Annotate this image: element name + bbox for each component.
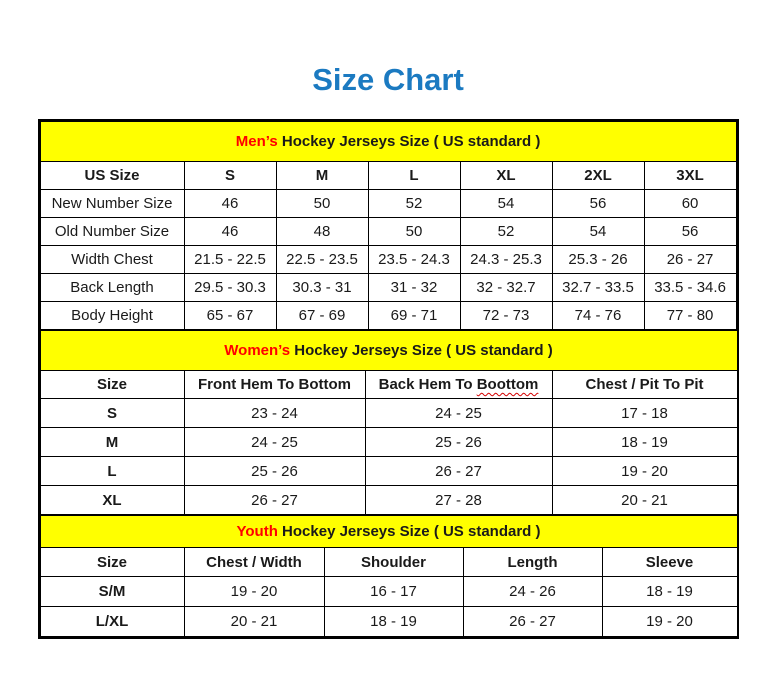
- table-row: [40, 607, 737, 637]
- value-cell: 24.3 - 25.3: [460, 246, 552, 274]
- value-cell: 72 - 73: [460, 302, 552, 330]
- size-chart-tables: [38, 119, 739, 639]
- misspelled-word: Boottom: [476, 376, 539, 393]
- value-cell: 31 - 32: [368, 274, 460, 302]
- value-cell: 56: [552, 190, 644, 218]
- value-cell: 26 - 27: [644, 246, 736, 274]
- value-cell: 24 - 26: [463, 577, 602, 607]
- row-label-cell: New Number Size: [40, 190, 184, 218]
- section-band-youth: [40, 516, 737, 548]
- value-cell: 23 - 24: [184, 399, 365, 428]
- header-cell: Front Hem To Bottom: [184, 371, 365, 399]
- value-cell: 67 - 69: [276, 302, 368, 330]
- value-cell: 65 - 67: [184, 302, 276, 330]
- value-cell: 23.5 - 24.3: [368, 246, 460, 274]
- header-cell: Shoulder: [324, 548, 463, 577]
- row-label-cell: L/XL: [40, 607, 184, 637]
- band-title-highlight: Youth: [236, 523, 278, 540]
- value-cell: 25 - 26: [184, 457, 365, 486]
- value-cell: 54: [460, 190, 552, 218]
- size-table-youth: [40, 515, 738, 637]
- value-cell: 52: [368, 190, 460, 218]
- table-row: [40, 190, 736, 218]
- value-cell: 29.5 - 30.3: [184, 274, 276, 302]
- header-cell: M: [276, 162, 368, 190]
- row-label-cell: Back Length: [40, 274, 184, 302]
- row-label-cell: Body Height: [40, 302, 184, 330]
- header-cell: Back Hem To Boottom: [365, 371, 552, 399]
- table-row: [40, 302, 736, 330]
- value-cell: 25.3 - 26: [552, 246, 644, 274]
- band-title-rest: Hockey Jerseys Size ( US standard ): [290, 342, 553, 359]
- value-cell: 46: [184, 218, 276, 246]
- value-cell: 19 - 20: [184, 577, 324, 607]
- header-cell: Chest / Pit To Pit: [552, 371, 737, 399]
- value-cell: 69 - 71: [368, 302, 460, 330]
- header-cell: Sleeve: [602, 548, 737, 577]
- value-cell: 32.7 - 33.5: [552, 274, 644, 302]
- table-row: [40, 428, 737, 457]
- value-cell: 32 - 32.7: [460, 274, 552, 302]
- header-cell: Chest / Width: [184, 548, 324, 577]
- value-cell: 77 - 80: [644, 302, 736, 330]
- value-cell: 18 - 19: [552, 428, 737, 457]
- header-cell: L: [368, 162, 460, 190]
- header-row: [40, 548, 737, 577]
- header-cell: 2XL: [552, 162, 644, 190]
- header-cell: Length: [463, 548, 602, 577]
- value-cell: 30.3 - 31: [276, 274, 368, 302]
- value-cell: 26 - 27: [184, 486, 365, 515]
- value-cell: 54: [552, 218, 644, 246]
- header-cell: 3XL: [644, 162, 736, 190]
- value-cell: 20 - 21: [184, 607, 324, 637]
- value-cell: 18 - 19: [324, 607, 463, 637]
- value-cell: 27 - 28: [365, 486, 552, 515]
- section-band-mens: [40, 122, 736, 162]
- value-cell: 48: [276, 218, 368, 246]
- row-label-cell: S/M: [40, 577, 184, 607]
- value-cell: 19 - 20: [602, 607, 737, 637]
- header-cell: Size: [40, 548, 184, 577]
- value-cell: 19 - 20: [552, 457, 737, 486]
- value-cell: 60: [644, 190, 736, 218]
- table-row: [40, 486, 737, 515]
- value-cell: 16 - 17: [324, 577, 463, 607]
- value-cell: 21.5 - 22.5: [184, 246, 276, 274]
- value-cell: 24 - 25: [365, 399, 552, 428]
- header-cell: S: [184, 162, 276, 190]
- header-row: [40, 371, 737, 399]
- value-cell: 52: [460, 218, 552, 246]
- row-label-cell: L: [40, 457, 184, 486]
- row-label-cell: S: [40, 399, 184, 428]
- value-cell: 50: [368, 218, 460, 246]
- band-title-highlight: Men’s: [235, 133, 278, 150]
- value-cell: 26 - 27: [463, 607, 602, 637]
- table-row: [40, 577, 737, 607]
- table-row: [40, 218, 736, 246]
- header-cell: US Size: [40, 162, 184, 190]
- table-row: [40, 274, 736, 302]
- value-cell: 17 - 18: [552, 399, 737, 428]
- value-cell: 46: [184, 190, 276, 218]
- value-cell: 22.5 - 23.5: [276, 246, 368, 274]
- value-cell: 56: [644, 218, 736, 246]
- table-row: [40, 399, 737, 428]
- value-cell: 33.5 - 34.6: [644, 274, 736, 302]
- value-cell: 50: [276, 190, 368, 218]
- value-cell: 20 - 21: [552, 486, 737, 515]
- size-table-mens: [40, 121, 737, 330]
- header-cell: Size: [40, 371, 184, 399]
- row-label-cell: XL: [40, 486, 184, 515]
- row-label-cell: Old Number Size: [40, 218, 184, 246]
- section-band-womens: [40, 331, 737, 371]
- table-row: [40, 246, 736, 274]
- value-cell: 18 - 19: [602, 577, 737, 607]
- band-title-rest: Hockey Jerseys Size ( US standard ): [277, 523, 541, 540]
- table-row: [40, 457, 737, 486]
- header-cell: XL: [460, 162, 552, 190]
- header-row: [40, 162, 736, 190]
- value-cell: 24 - 25: [184, 428, 365, 457]
- band-title-rest: Hockey Jerseys Size ( US standard ): [277, 133, 541, 150]
- value-cell: 74 - 76: [552, 302, 644, 330]
- size-table-womens: [40, 330, 738, 515]
- page-title: Size Chart: [312, 62, 464, 97]
- value-cell: 25 - 26: [365, 428, 552, 457]
- band-title-highlight: Women’s: [224, 342, 291, 359]
- row-label-cell: M: [40, 428, 184, 457]
- value-cell: 26 - 27: [365, 457, 552, 486]
- row-label-cell: Width Chest: [40, 246, 184, 274]
